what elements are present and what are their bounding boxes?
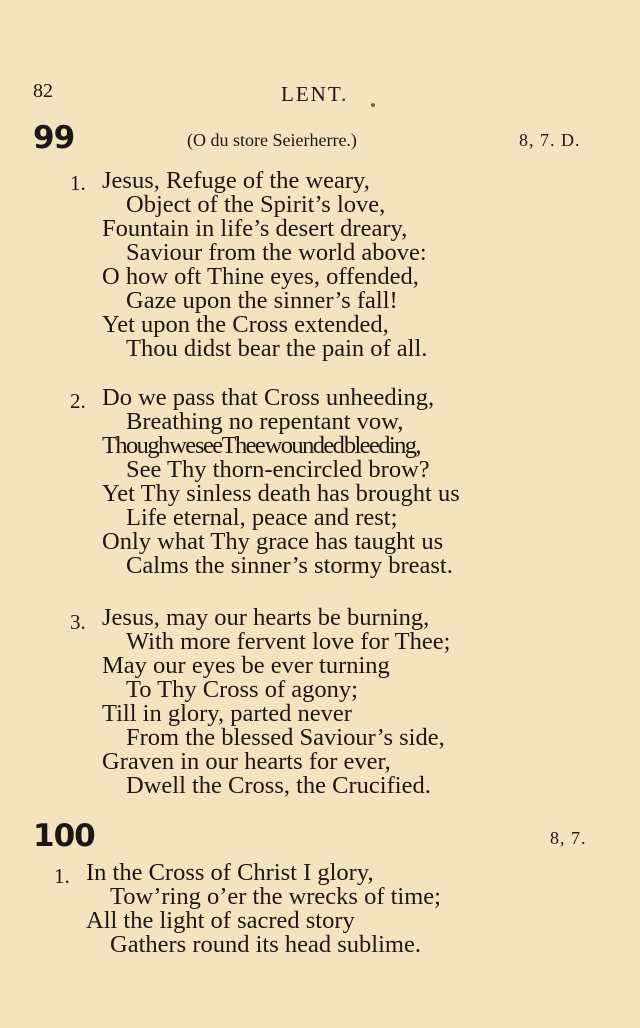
verse-line: Jesus, Refuge of the weary, bbox=[102, 167, 370, 194]
verse-line: Though we see Thee wounded bleeding, bbox=[102, 432, 420, 459]
verse-line: In the Cross of Christ I glory, bbox=[86, 859, 374, 886]
verse-number: 2. bbox=[70, 389, 86, 413]
verse-line: Dwell the Cross, the Crucified. bbox=[126, 772, 431, 799]
hymn-meter: 8, 7. bbox=[550, 828, 587, 848]
running-head: LENT. bbox=[281, 82, 349, 106]
verse-number: 1. bbox=[54, 864, 70, 888]
verse-line: Gathers round its head sublime. bbox=[110, 931, 421, 958]
verse-line: Jesus, may our hearts be burning, bbox=[102, 604, 430, 631]
hymn-meter: 8, 7. D. bbox=[519, 130, 581, 150]
verse-line: To Thy Cross of agony; bbox=[126, 676, 358, 703]
verse-line: All the light of sacred story bbox=[86, 907, 355, 934]
verse-line: Life eternal, peace and rest; bbox=[126, 504, 398, 531]
verse-line: Fountain in life’s desert dreary, bbox=[102, 215, 408, 242]
verse-line: Calms the sinner’s stormy breast. bbox=[126, 552, 453, 579]
hymn-number: 99 bbox=[33, 120, 75, 156]
verse-line: Graven in our hearts for ever, bbox=[102, 748, 391, 775]
ink-speck bbox=[371, 103, 375, 107]
verse-number: 1. bbox=[70, 171, 86, 195]
verse-line: May our eyes be ever turning bbox=[102, 652, 390, 679]
verse-line: Breathing no repentant vow, bbox=[126, 408, 404, 435]
verse-line: Saviour from the world above: bbox=[126, 239, 427, 266]
verse-line: Till in glory, parted never bbox=[102, 700, 352, 727]
hymn-tune-name: (O du store Seierherre.) bbox=[187, 130, 357, 150]
verse-line: Yet Thy sinless death has brought us bbox=[102, 480, 460, 507]
verse-line: O how oft Thine eyes, offended, bbox=[102, 263, 419, 290]
verse-line: Thou didst bear the pain of all. bbox=[126, 335, 428, 362]
page-number: 82 bbox=[33, 80, 53, 102]
verse-number: 3. bbox=[70, 610, 86, 634]
verse-line: Do we pass that Cross unheeding, bbox=[102, 384, 435, 411]
hymn-number: 100 bbox=[33, 818, 95, 854]
verse-line: Gaze upon the sinner’s fall! bbox=[126, 287, 398, 314]
verse-line: Tow’ring o’er the wrecks of time; bbox=[110, 883, 441, 910]
verse-line: From the blessed Saviour’s side, bbox=[126, 724, 445, 751]
verse-line: See Thy thorn-encircled brow? bbox=[126, 456, 430, 483]
verse-line: Object of the Spirit’s love, bbox=[126, 191, 386, 218]
verse-line: Only what Thy grace has taught us bbox=[102, 528, 444, 555]
verse-line: Yet upon the Cross extended, bbox=[102, 311, 389, 338]
verse-line: With more fervent love for Thee; bbox=[126, 628, 451, 655]
